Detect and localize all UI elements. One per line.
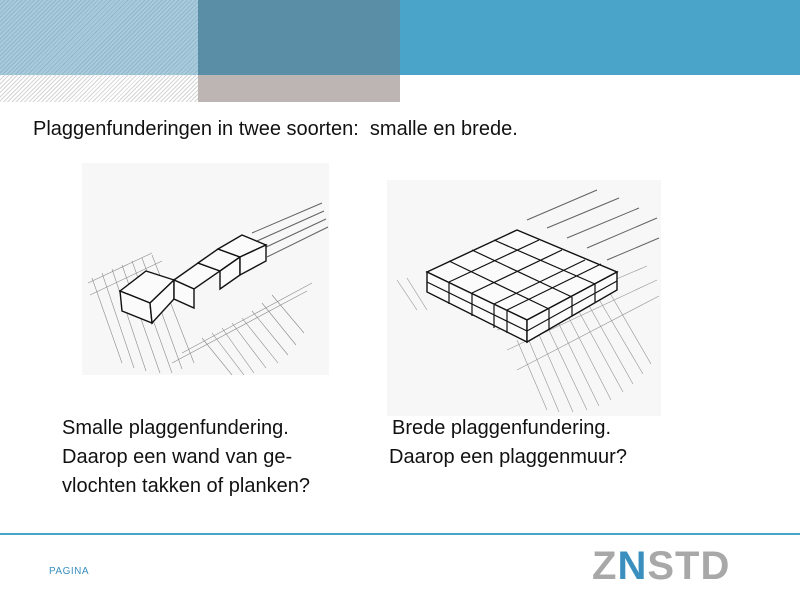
header-blue-band — [400, 0, 800, 75]
caption-line: Brede plaggenfundering. — [392, 417, 612, 439]
logo-accent-letter: N — [617, 544, 648, 588]
header-grey-band — [198, 75, 400, 102]
narrow-foundation-caption — [62, 414, 310, 501]
caption-line: vlochten takken of planken? — [62, 475, 310, 497]
logo-suffix: STD — [647, 544, 731, 588]
caption-line: Daarop een wand van ge- — [62, 446, 293, 468]
header-hatch-band — [0, 0, 198, 75]
znstd-logo — [592, 544, 758, 588]
page-label: PAGINA — [49, 566, 90, 577]
header-hatch-grey-band — [0, 75, 198, 102]
logo-wordmark — [592, 544, 731, 588]
wide-foundation-sketch — [387, 180, 661, 416]
wide-foundation-caption — [389, 414, 627, 472]
footer-divider — [0, 533, 800, 535]
logo-prefix: Z — [592, 544, 618, 588]
caption-line: Smalle plaggenfundering. — [62, 417, 289, 439]
header-dark-band — [198, 0, 400, 75]
caption-line: Daarop een plaggenmuur? — [389, 446, 627, 468]
narrow-foundation-sketch — [82, 163, 329, 375]
header-banner — [0, 0, 800, 102]
slide-title: Plaggenfunderingen in twee soorten: smalle en brede. — [33, 118, 518, 140]
